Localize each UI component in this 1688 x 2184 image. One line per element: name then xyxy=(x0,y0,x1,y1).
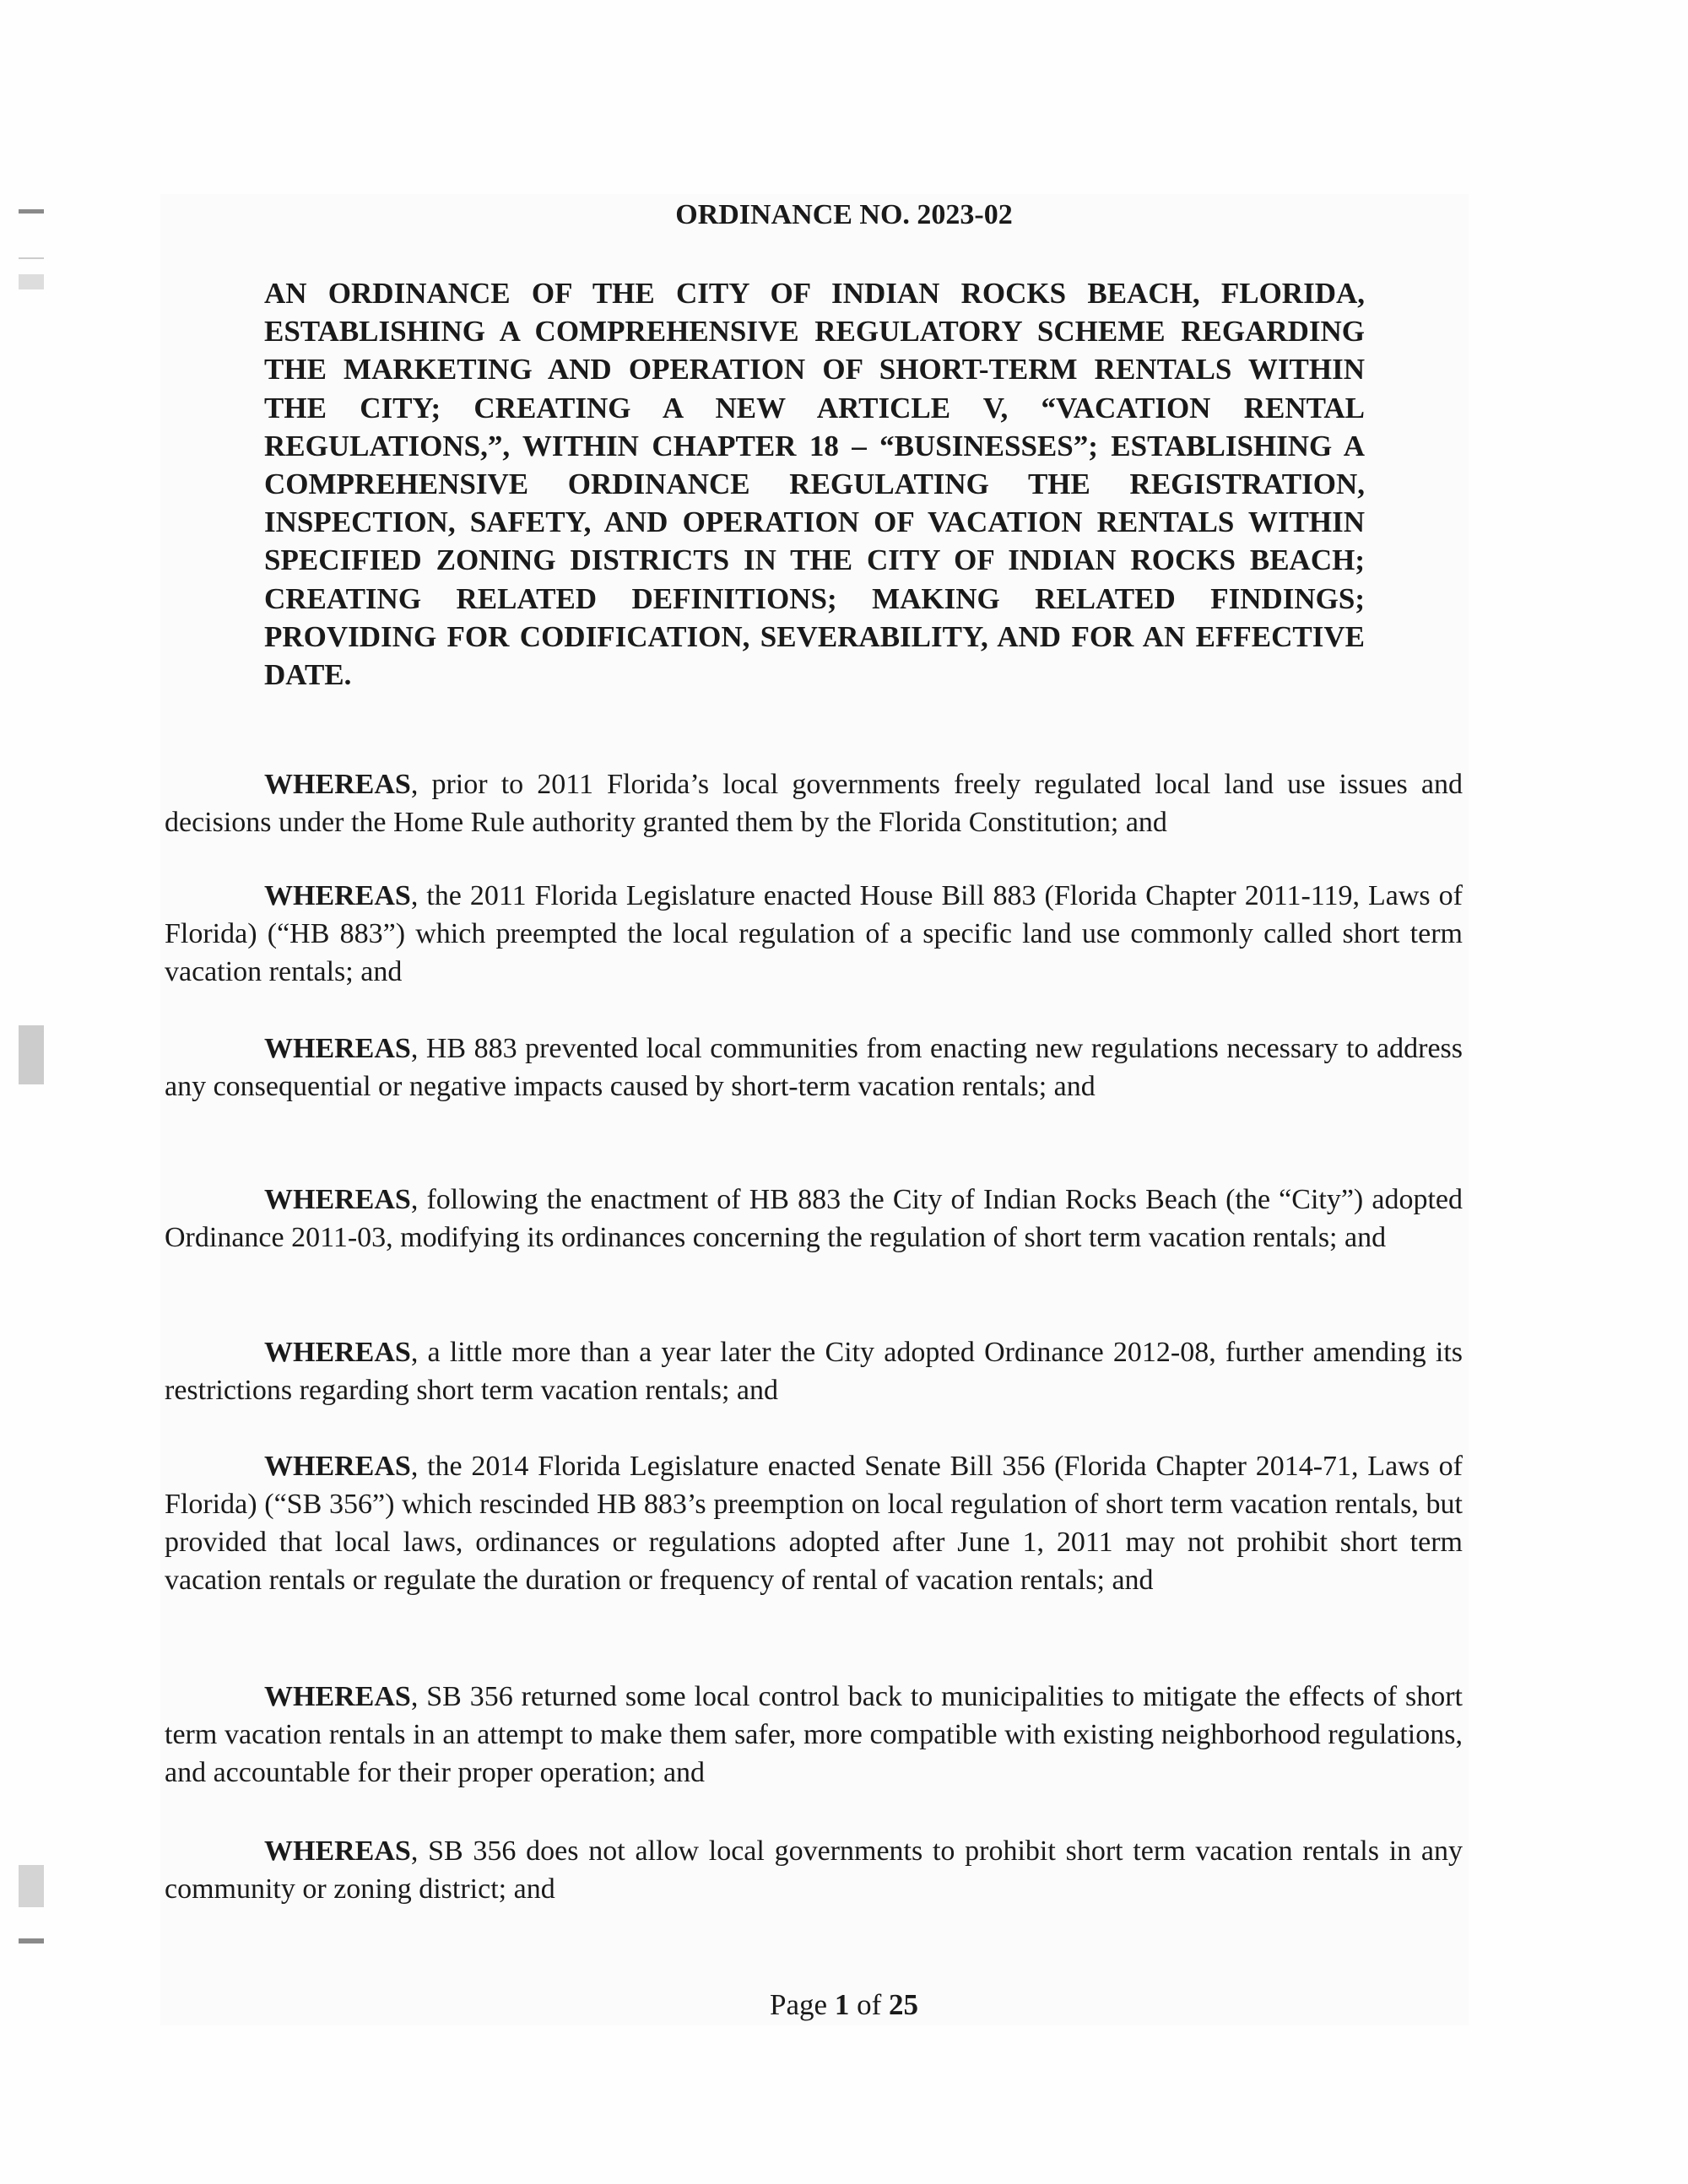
ordinance-title: ORDINANCE NO. 2023-02 xyxy=(675,199,1013,230)
whereas-paragraph: WHEREAS, prior to 2011 Florida’s local governments freely regulated local land use issues and decisions under the Home Rule authority granted them by the Florida Constitution; and xyxy=(165,769,1463,838)
whereas-paragraph: WHEREAS, SB 356 returned some local control back to municipalities to mitigate the effects of short term vacation rentals in an attempt to make them safer, more compatible with existing neighborhood regulations, and accountable for their proper operation; and xyxy=(165,1681,1463,1788)
whereas-paragraph: WHEREAS, HB 883 prevented local communities from enacting new regulations necessary to address any consequential or negative impacts caused by short-term vacation rentals; and xyxy=(165,1033,1463,1102)
whereas-paragraph: WHEREAS, following the enactment of HB 883 the City of Indian Rocks Beach (the “City”) adopted Ordinance 2011-03, modifying its ordinances concerning the regulation of short term vacation rentals; and xyxy=(165,1184,1463,1253)
whereas-paragraph: WHEREAS, a little more than a year later the City adopted Ordinance 2012-08, further amending its restrictions regarding short term vacation rentals; and xyxy=(165,1337,1463,1406)
scan-margin-mark xyxy=(19,1865,44,1907)
scan-margin-mark xyxy=(19,274,44,289)
ordinance-heading: AN ORDINANCE OF THE CITY OF INDIAN ROCKS BEACH, FLORIDA, ESTABLISHING A COMPREHENSIVE REGULATORY SCHEME REGARDING THE MARKETING AND OPERATION OF SHORT-TERM RENTALS WITHIN THE CITY; CREATING A NEW ARTICLE V, “VACATION RENTAL REGULATIONS,”, WITHIN CHAPTER 18 – “BUSINESSES”; ESTABLISHING A COMPREHENSIVE ORDINANCE REGULATING THE REGISTRATION, INSPECTION, SAFETY, AND OPERATION OF VACATION RENTALS WITHIN SPECIFIED ZONING DISTRICTS IN THE CITY OF INDIAN ROCKS BEACH; CREATING RELATED DEFINITIONS; MAKING RELATED FINDINGS; PROVIDING FOR CODIFICATION, SEVERABILITY, AND FOR AN EFFECTIVE DATE. xyxy=(264,277,1365,692)
scan-margin-mark xyxy=(19,1938,44,1943)
whereas-paragraph: WHEREAS, the 2011 Florida Legislature enacted House Bill 883 (Florida Chapter 2011-119, Laws of Florida) (“HB 883”) which preempted the local regulation of a specific land use commonly called short term vacation rentals; and xyxy=(165,880,1463,987)
whereas-paragraph: WHEREAS, SB 356 does not allow local governments to prohibit short term vacation rentals in any community or zoning district; and xyxy=(165,1835,1463,1905)
scan-margin-mark xyxy=(19,1025,44,1084)
scan-margin-mark xyxy=(19,257,44,259)
page-number: Page 1 of 25 xyxy=(770,1988,918,2021)
whereas-paragraph: WHEREAS, the 2014 Florida Legislature enacted Senate Bill 356 (Florida Chapter 2014-71, Laws of Florida) (“SB 356”) which rescinded HB 883’s preemption on local regulation of short term vacation rentals, but provided that local laws, ordinances or regulations adopted after June 1, 2011 may not prohibit short term vacation rentals or regulate the duration or frequency of rental of vacation rentals; and xyxy=(165,1451,1463,1596)
